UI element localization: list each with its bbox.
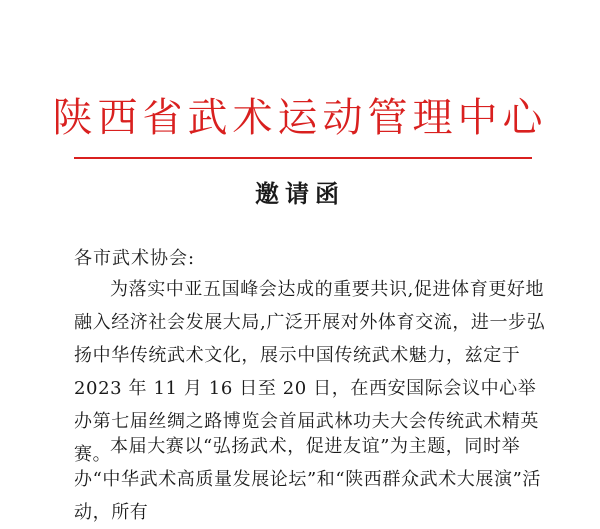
body-paragraph-2: 本届大赛以“弘扬武术，促进友谊”为主题，同时举办“中华武术高质量发展论坛”和“陕西群众武术大展演”活动，所有 bbox=[74, 436, 542, 523]
salutation: 各市武术协会: bbox=[74, 248, 196, 269]
letterhead-divider bbox=[74, 157, 532, 159]
body-paragraph-1: 为落实中亚五国峰会达成的重要共识,促进体育更好地融入经济社会发展大局,广泛开展对外体育交流，进一步弘扬中华传统武术文化，展示中国传统武术魅力，兹定于 2023 年 11 月 16 日至 20 日，在西安国际会议中心举办第七届丝绸之路博览会首届武林功夫大会传统武术精英赛。 bbox=[74, 279, 546, 465]
document-title: 邀请函 bbox=[255, 180, 345, 208]
letterhead-org-name: 陕西省武术运动管理中心 bbox=[52, 95, 548, 141]
